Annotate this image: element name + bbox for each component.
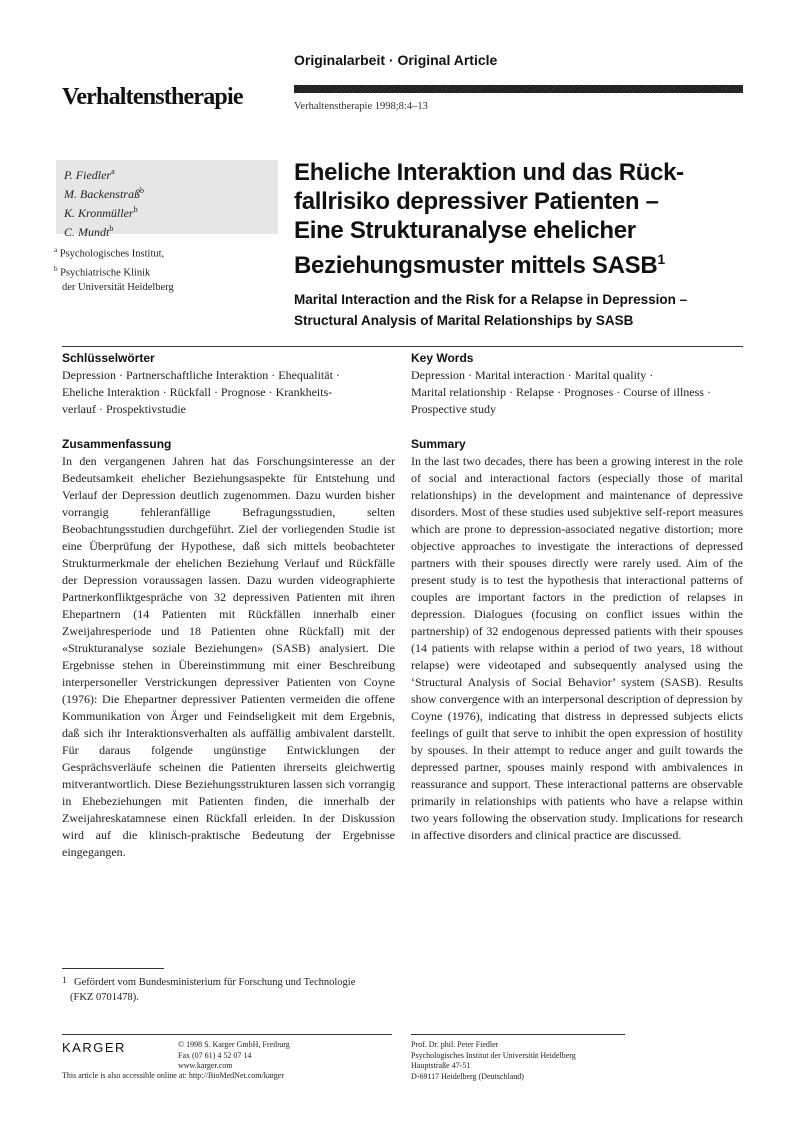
- affiliations: [54, 243, 174, 295]
- author-item: K. Kronmüller$^b$: [64, 205, 138, 220]
- author-list: [56, 160, 278, 239]
- citation: Verhaltenstherapie 1998;8:4–13: [294, 101, 428, 112]
- footnote-rule: [62, 968, 164, 969]
- author-item: M. Backenstraß$^b$: [64, 186, 144, 201]
- keywords-de-heading: Schlüsselwörter: [62, 351, 155, 365]
- publisher-info: © 1998 S. Karger GmbH, Freiburg Fax (07 61) 4 52 07 14 www.karger.com: [178, 1040, 290, 1070]
- bottom-rule-left: [62, 1034, 392, 1035]
- summary-de-heading: Zusammenfassung: [62, 437, 172, 451]
- affiliation-b: $^b$ Psychiatrische Klinik: [54, 264, 151, 278]
- bottom-rule-right: [411, 1034, 625, 1035]
- publisher-logo: KARGER: [62, 1040, 126, 1055]
- article-type-label: Originalarbeit · Original Article: [294, 52, 498, 68]
- affiliation-a: $^a$ Psychologisches Institut,: [54, 246, 165, 260]
- keywords-en-heading: Key Words: [411, 351, 474, 365]
- summary-en: [411, 437, 743, 844]
- keywords-en: [411, 351, 743, 418]
- footnote: 1 Gefördert vom Bundesministerium für Forschung und Technologie (FKZ 0701478).: [62, 975, 356, 1003]
- author-item: P. Fiedler$^a$: [64, 167, 115, 182]
- title-footnote-ref: 1: [657, 251, 665, 267]
- affiliation-b-cont: der Universität Heidelberg: [62, 282, 174, 293]
- keywords-en-text: Depression · Marital interaction · Marital quality · Marital relationship · Relapse · Prognoses · Course of illness · Prospective study: [411, 368, 711, 416]
- keywords-de-text: Depression · Partnerschaftliche Interaktion · Ehequalität · Eheliche Interaktion · Rückfall · Prognose · Krankheits- verlauf · Prospektivstudie: [62, 368, 340, 416]
- summary-de-text: In den vergangenen Jahren hat das Forschungsinteresse an der Bedeutsamkeit ehelicher Beziehungsaspekte für Entstehung und Verlauf der Depression deutlich zugenommen. Dazu wurden bisher vorrangig fehleranfällige Befragungsstudien, selten Beobachtungsstudien durchgeführt. Ziel der vorliegenden Studie ist eine Überprüfung der Hypothese, daß sich mittels beobachteter Strukturmerkmale der ehelichen Beziehung Verlauf und Rückfälle der Depression voraussagen lassen. Dazu wurden videographierte Partnerkonfliktgespräche von 32 depressiven Patienten mit ihren Ehepartnern (14 Patienten mit Rückfällen innerhalb einer Zweijahresperiode und 18 Patienten ohne Rückfall) mit der «Strukturanalyse soziale Beziehungen» (SASB) analysiert. Die Ergebnisse stehen in Übereinstimmung mit einer Beschreibung interpersoneller Verstrickungen depressiver Patienten von Coyne (1976): Die Ehepartner depressiver Patienten vermeiden die offene Kommunikation von Ärger und Feindseligkeit mit dem Ergebnis, daß sich ihr Interaktionsverhalten als auffällig ambivalent darstellt. Für daraus folgende ungünstige Entwicklungen der Gesprächsverläufe scheinen die Patienten ihrerseits gleichwertig mitverantwortlich. Diese Beziehungsstrukturen lassen sich vorrangig in Ehebeziehungen mit Patienten finden, die innerhalb der Zweijahreskatamnese einen Rückfall erleiden. In der Diskussion wird auf die klinisch-praktische Bedeutung der Ergebnisse eingegangen.: [62, 454, 395, 859]
- journal-name: Verhaltenstherapie: [62, 84, 243, 110]
- article-title: Eheliche Interaktion und das Rück- fallrisiko depressiver Patienten – Eine Strukturanalyse ehelicher Beziehungsmuster mittels SASB$^1$: [294, 159, 684, 279]
- author-item: C. Mundt$^b$: [64, 224, 114, 239]
- summary-de: [62, 437, 395, 861]
- online-access-note: This article is also accessible online at: http://BioMedNet.com/karger: [62, 1071, 285, 1080]
- summary-en-heading: Summary: [411, 437, 466, 451]
- divider: [62, 346, 743, 347]
- keywords-de: [62, 351, 395, 418]
- correspondence-address: Prof. Dr. phil. Peter Fiedler Psychologisches Institut der Universität Heidelberg Hauptstraße 47-51 D-69117 Heidelberg (Deutschland): [411, 1040, 576, 1081]
- article-subtitle: Marital Interaction and the Risk for a Relapse in Depression – Structural Analysis of Marital Relationships by SASB: [294, 292, 688, 328]
- summary-en-text: In the last two decades, there has been a growing interest in the role of social and interactional factors (especially those of marital relationships) in the development and maintenance of depressive disorders. Most of these studies used subjektive self-report measures which are prone to depression-associated negative distortion; more objective approaches to investigate the interactions of depressed partners with their spouses directly were rarely used. Aim of the present study is to test the hypothesis that interactional patterns of couples are important factors in the prediction of relapses in depression. Dialogues (focusing on conflict issues within the partnership) of 32 endogenous depressed patients with their spouses (14 patients with relapse within a period of two years, 18 without relapse) were videotaped and subsequently analysed using the ‘Structural Analysis of Social Behavior’ system (SASB). Results show convergence with an interpersonal description of depression by Coyne (1976), indicating that distress in depressed subjects elicts feelings of guilt that serve to inhibit the open expression of hostility by spouses. In their attempt to reduce anger and guilt towards the depressed partner, spouses mainly respond with ambivalences in reassurance and support. These interactional patterns are observable primarily in relationships with patients who have a relapse within two years following the observation study. Implications for research in affective disorders and clinical practice are discussed.: [411, 454, 743, 842]
- header-bar: [294, 85, 743, 93]
